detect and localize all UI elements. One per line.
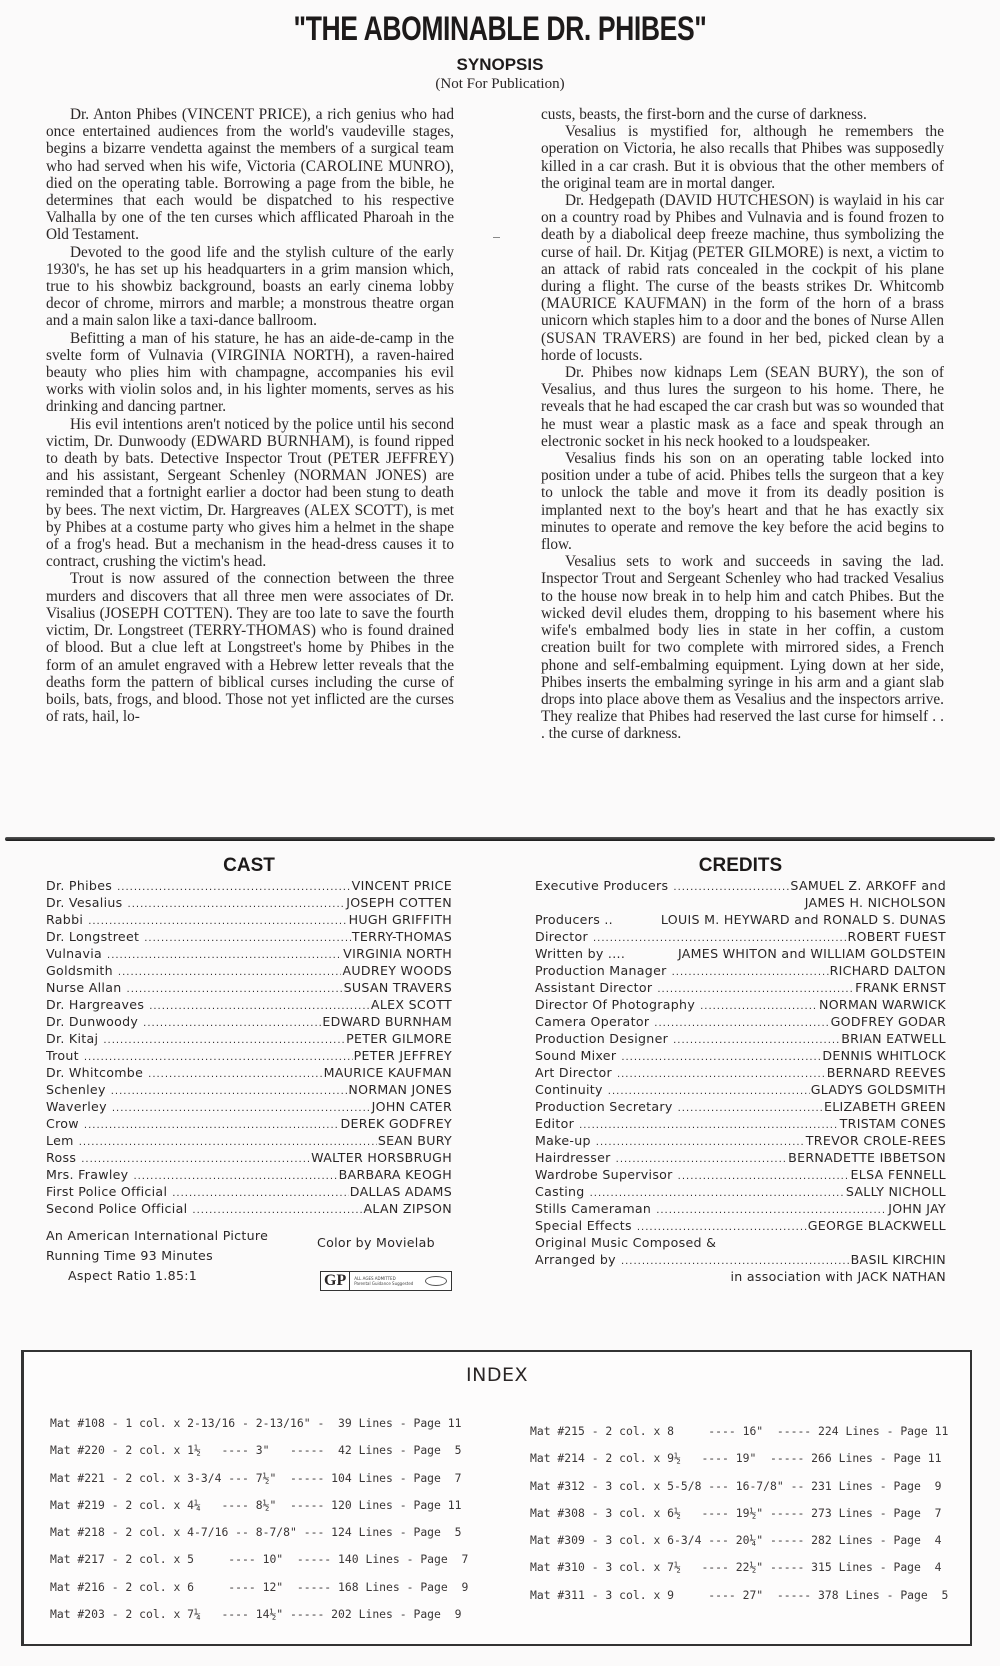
credit-role: Camera Operator	[535, 1014, 650, 1029]
cast-actor: BARBARA KEOGH	[338, 1167, 452, 1182]
synopsis-right-column	[541, 106, 944, 743]
cast-row	[46, 1115, 452, 1132]
cast-row	[46, 1081, 452, 1098]
credit-row	[535, 1217, 946, 1234]
cast-role: Second Police Official	[46, 1201, 188, 1216]
dot-leader	[672, 962, 829, 979]
dot-leader	[616, 1149, 788, 1166]
credit-row	[535, 894, 946, 911]
credit-name: GODFREY GODAR	[830, 1014, 946, 1029]
credit-row	[535, 1030, 946, 1047]
index-box	[21, 1350, 972, 1646]
cast-row	[46, 1098, 452, 1115]
synopsis-paragraph: His evil intentions aren't noticed by the police until his second victim, Dr. Dunwoody (EDWARD BURNHAM), is found ripped to death by bats. Detective Inspector Trout (PETER JEFFREY) and his assistant, Sergeant Schenley (NORMAN JONES) are reminded that a fortnight earlier a doctor had been stung to death by bees. The next victim, Dr. Hargreaves (ALEX SCOTT), is met by Phibes at a costume party who gives him a helmet in the shape of a frog's head. But a mechanism in the head-dress causes it to contract, crushing the victim's head.	[46, 415, 454, 571]
credit-name: GLADYS GOLDSMITH	[810, 1082, 946, 1097]
credit-name: ELSA FENNELL	[850, 1167, 946, 1182]
seal-icon	[425, 1276, 447, 1286]
index-entry: Mat #220 - 2 col. x 1½ ---- 3" ----- 42 Lines - Page 5	[50, 1443, 462, 1458]
credit-row	[535, 1183, 946, 1200]
credit-role: Producers ..	[535, 912, 613, 927]
color-process: Color by Movielab	[317, 1235, 435, 1250]
credit-row	[535, 996, 946, 1013]
credit-name: LOUIS M. HEYWARD and RONALD S. DUNAS	[660, 912, 946, 927]
cast-row	[46, 928, 452, 945]
dot-leader	[81, 1149, 310, 1166]
credit-name: ELIZABETH GREEN	[823, 1099, 946, 1114]
synopsis-paragraph: Befitting a man of his stature, he has an aide-de-camp in the svelte form of Vulnavia (VIRGINIA NORTH), a raven-haired beauty who plies him with champagne, accompanies his evil works with violin solos and, in his lighter moments, serves as his drinking and dancing partner.	[46, 329, 454, 416]
cast-role: Vulnavia	[46, 946, 103, 961]
credit-role: Hairdresser	[535, 1150, 611, 1165]
cast-role: Mrs. Frawley	[46, 1167, 129, 1182]
dot-leader	[143, 1013, 321, 1030]
index-entry: Mat #221 - 2 col. x 3-3/4 --- 7½" ----- 104 Lines - Page 7	[50, 1470, 462, 1485]
dot-leader	[103, 1030, 345, 1047]
cast-actor: ALAN ZIPSON	[363, 1201, 452, 1216]
cast-actor: JOSEPH COTTEN	[346, 895, 452, 910]
dot-leader	[596, 1132, 805, 1149]
credit-name: NORMAN WARWICK	[818, 997, 946, 1012]
credit-role: Director	[535, 929, 588, 944]
dot-leader	[112, 1098, 371, 1115]
credit-name: JAMES H. NICHOLSON	[804, 895, 946, 910]
credit-role: Executive Producers	[535, 878, 669, 893]
index-entry: Mat #203 - 2 col. x 7¼ ---- 14½" ----- 202 Lines - Page 9	[50, 1607, 462, 1622]
running-time: Running Time 93 Minutes	[46, 1248, 213, 1263]
cast-actor: PETER JEFFREY	[353, 1048, 452, 1063]
synopsis-paragraph: Vesalius is mystified for, although he remembers the operation on Victoria, he also recalls that Phibes was supposedly killed in a car crash. But it is obvious that the other members of the original team are in mortal danger.	[541, 123, 944, 192]
synopsis-paragraph: Vesalius finds his son on an operating table locked into position under a tube of acid. Phibes tells the surgeon that a key to unlock the table and move it from its deadly position is implanted next to the boy's heart and that he has exactly six minutes to operate and remove the key before the acid begins to flow.	[541, 450, 944, 554]
cast-row	[46, 1013, 452, 1030]
dot-leader	[657, 979, 854, 996]
credit-row	[535, 1098, 946, 1115]
dot-leader	[590, 1183, 845, 1200]
credit-name: SAMUEL Z. ARKOFF and	[790, 878, 946, 893]
dot-leader	[127, 979, 343, 996]
credit-row	[535, 1047, 946, 1064]
dot-leader	[656, 1200, 887, 1217]
dot-leader	[107, 945, 342, 962]
cast-actor: NORMAN JONES	[348, 1082, 452, 1097]
credit-name: TREVOR CROLE-REES	[805, 1133, 946, 1148]
index-entry: Mat #308 - 3 col. x 6½ ---- 19½" ----- 273 Lines - Page 7	[530, 1505, 942, 1520]
credit-row	[535, 1251, 946, 1268]
credit-role: Editor	[535, 1116, 575, 1131]
dot-leader	[678, 1098, 823, 1115]
rating-line: Parental Guidance Suggested	[354, 1281, 414, 1286]
dot-leader	[149, 996, 370, 1013]
cast-row	[46, 894, 452, 911]
cast-row	[46, 1132, 452, 1149]
credit-row	[535, 1149, 946, 1166]
cast-list	[46, 877, 452, 1217]
rating-badge	[320, 1271, 452, 1291]
synopsis-paragraph: Dr. Hedgepath (DAVID HUTCHESON) is waylaid in his car on a country road by Phibes and Vulnavia and is found frozen to death by a diabolical deep freeze machine, thus symbolizing the curse of hail. Dr. Kitjag (PETER GILMORE) is next, a victim to an attack of rabid rats concealed in the cockpit of his plane during a flight. The curse of the beasts strikes Dr. Whitcomb (MAURICE KAUFMAN) in the form of the horn of a brass unicorn which staples him to a door and the bones of Nurse Allen (SUSAN TRAVERS) are found in her bed, picked clean by a horde of locusts.	[541, 192, 944, 364]
dot-leader	[700, 996, 818, 1013]
index-entry: Mat #311 - 3 col. x 9 ---- 27" ----- 378 Lines - Page 5	[530, 1587, 949, 1602]
credit-name: FRANK ERNST	[855, 980, 946, 995]
dot-leader	[673, 1030, 840, 1047]
cast-role: Dr. Longstreet	[46, 929, 140, 944]
cast-row	[46, 911, 452, 928]
credit-row	[535, 911, 946, 928]
dot-leader	[637, 1217, 807, 1234]
cast-row	[46, 877, 452, 894]
document-title: "THE ABOMINABLE DR. PHIBES"	[293, 10, 707, 48]
synopsis-paragraph: Dr. Anton Phibes (VINCENT PRICE), a rich genius who had once entertained audiences from the world's vaudeville stages, begins a bizarre vendetta against the members of a surgical team who had served when his wife, Victoria (CAROLINE MUNRO), died on the operating table. Borrowing a page from the bible, he determines that each would be dispatched to his respective Valhalla by one of the ten curses which afflicated Pharoah in the Old Testament.	[46, 106, 454, 244]
cast-role: Dr. Hargreaves	[46, 997, 145, 1012]
dot-leader	[84, 1115, 340, 1132]
cast-role: Rabbi	[46, 912, 84, 927]
cast-actor: VIRGINIA NORTH	[343, 946, 452, 961]
credit-name: SALLY NICHOLL	[845, 1184, 946, 1199]
cast-role: Schenley	[46, 1082, 106, 1097]
cast-actor: DALLAS ADAMS	[349, 1184, 452, 1199]
dot-leader	[621, 1047, 821, 1064]
dot-leader	[128, 894, 346, 911]
credit-role: Production Designer	[535, 1031, 669, 1046]
credit-row	[535, 1200, 946, 1217]
cast-row	[46, 1047, 452, 1064]
index-entry: Mat #214 - 2 col. x 9½ ---- 19" ----- 266 Lines - Page 11	[530, 1451, 942, 1466]
cast-row	[46, 962, 452, 979]
dot-leader	[148, 1064, 322, 1081]
cast-actor: HUGH GRIFFITH	[348, 912, 452, 927]
cast-role: First Police Official	[46, 1184, 168, 1199]
dot-leader	[621, 1251, 850, 1268]
index-left-column	[50, 1416, 468, 1634]
cast-row	[46, 1183, 452, 1200]
cast-role: Dr. Kitaj	[46, 1031, 99, 1046]
cast-role: Crow	[46, 1116, 79, 1131]
dot-leader	[192, 1200, 362, 1217]
cast-actor: AUDREY WOODS	[342, 963, 452, 978]
credit-name: DENNIS WHITLOCK	[822, 1048, 946, 1063]
index-entry: Mat #312 - 3 col. x 5-5/8 --- 16-7/8" -- 231 Lines - Page 9	[530, 1478, 942, 1493]
cast-actor: JOHN CATER	[371, 1099, 452, 1114]
dot-leader	[88, 911, 347, 928]
credit-name: GEORGE BLACKWELL	[807, 1218, 946, 1233]
credit-role: Production Manager	[535, 963, 667, 978]
credit-name: ROBERT FUEST	[847, 929, 946, 944]
cast-actor: SEAN BURY	[377, 1133, 452, 1148]
index-entry: Mat #218 - 2 col. x 4-7/16 -- 8-7/8" --- 124 Lines - Page 5	[50, 1525, 462, 1540]
cast-actor: TERRY-THOMAS	[351, 929, 452, 944]
index-heading: INDEX	[466, 1364, 528, 1386]
rating-line: ALL AGES ADMITTED	[354, 1276, 396, 1281]
credit-role: Stills Cameraman	[535, 1201, 652, 1216]
dot-leader	[579, 1115, 839, 1132]
section-subtitle: SYNOPSIS	[456, 55, 544, 74]
credit-name: JAMES WHITON and WILLIAM GOLDSTEIN	[677, 946, 946, 961]
credit-role: Casting	[535, 1184, 585, 1199]
credit-row	[535, 877, 946, 894]
rating-mark: GP	[321, 1272, 350, 1290]
credit-row	[535, 1115, 946, 1132]
credit-role: Special Effects	[535, 1218, 632, 1233]
credit-row	[535, 945, 946, 962]
dot-leader	[678, 1166, 850, 1183]
credit-row	[535, 1166, 946, 1183]
index-entry: Mat #217 - 2 col. x 5 ---- 10" ----- 140 Lines - Page 7	[50, 1552, 469, 1567]
dot-leader	[117, 877, 351, 894]
dot-leader	[118, 962, 342, 979]
dot-leader	[654, 1013, 829, 1030]
credit-row	[535, 1013, 946, 1030]
dot-leader	[608, 1081, 810, 1098]
cast-role: Trout	[46, 1048, 79, 1063]
cast-actor: PETER GILMORE	[346, 1031, 452, 1046]
rating-description	[350, 1276, 425, 1286]
credit-row	[535, 1081, 946, 1098]
credit-row	[535, 928, 946, 945]
synopsis-continuation: custs, beasts, the first-born and the curse of darkness.	[541, 106, 867, 123]
credit-role: Written by ....	[535, 946, 626, 961]
synopsis-paragraph: Devoted to the good life and the stylish culture of the early 1930's, he has set up his headquarters in a grim mansion which, true to his showbiz background, boasts an early cinema lobby decor of chrome, mirrors and marble; a monstrous theatre organ and a main salon like a taxi-dance ballroom.	[46, 243, 454, 330]
cast-row	[46, 1200, 452, 1217]
publication-note: (Not For Publication)	[435, 76, 565, 92]
index-right-column	[530, 1424, 948, 1615]
cast-role: Dr. Dunwoody	[46, 1014, 139, 1029]
credit-row	[535, 1234, 946, 1251]
column-mark	[493, 237, 500, 238]
credit-name: BERNARD REEVES	[826, 1065, 946, 1080]
synopsis-left-column	[46, 106, 454, 725]
credit-role: Wardrobe Supervisor	[535, 1167, 673, 1182]
cast-actor: DEREK GODFREY	[340, 1116, 452, 1131]
cast-row	[46, 1149, 452, 1166]
section-divider	[5, 837, 995, 841]
cast-role: Dr. Vesalius	[46, 895, 123, 910]
credit-row	[535, 962, 946, 979]
cast-row	[46, 945, 452, 962]
credit-row	[535, 979, 946, 996]
index-entry: Mat #309 - 3 col. x 6-3/4 --- 20¼" ----- 282 Lines - Page 4	[530, 1533, 942, 1548]
dot-leader	[79, 1132, 377, 1149]
cast-row	[46, 1166, 452, 1183]
credit-role: Original Music Composed &	[535, 1235, 717, 1250]
credit-role: Assistant Director	[535, 980, 653, 995]
cast-row	[46, 1064, 452, 1081]
credit-role: Continuity	[535, 1082, 603, 1097]
cast-actor: ALEX SCOTT	[370, 997, 452, 1012]
credit-name: BERNADETTE IBBETSON	[788, 1150, 946, 1165]
cast-role: Ross	[46, 1150, 77, 1165]
synopsis-paragraph: Dr. Phibes now kidnaps Lem (SEAN BURY), the son of Vesalius, and thus lures the surgeon to his home. There, he reveals that he had escaped the car crash but was so wounded that he must wear a plastic mask as a face and speak through an electronic socket in his neck hooked to a loudspeaker.	[541, 364, 944, 450]
dot-leader	[617, 1064, 826, 1081]
cast-actor: WALTER HORSBRUGH	[311, 1150, 452, 1165]
cast-role: Waverley	[46, 1099, 107, 1114]
index-entry: Mat #108 - 1 col. x 2-13/16 - 2-13/16" - 39 Lines - Page 11	[50, 1416, 462, 1430]
credit-name: BRIAN EATWELL	[841, 1031, 946, 1046]
credit-row	[535, 1132, 946, 1149]
dot-leader	[673, 877, 789, 894]
index-entry: Mat #215 - 2 col. x 8 ---- 16" ----- 224 Lines - Page 11	[530, 1424, 949, 1438]
credits-list	[535, 877, 946, 1285]
cast-actor: EDWARD BURNHAM	[322, 1014, 452, 1029]
cast-role: Dr. Phibes	[46, 878, 113, 893]
credit-name: TRISTAM CONES	[839, 1116, 946, 1131]
cast-role: Lem	[46, 1133, 74, 1148]
dot-leader	[133, 1166, 337, 1183]
cast-actor: VINCENT PRICE	[351, 878, 452, 893]
cast-actor: SUSAN TRAVERS	[343, 980, 452, 995]
dot-leader	[84, 1047, 353, 1064]
index-entry: Mat #219 - 2 col. x 4¼ ---- 8½" ----- 120 Lines - Page 11	[50, 1497, 462, 1512]
credit-name: in association with JACK NATHAN	[730, 1269, 946, 1284]
credits-heading: CREDITS	[698, 855, 783, 876]
dot-leader	[144, 928, 351, 945]
credit-role: Art Director	[535, 1065, 612, 1080]
cast-row	[46, 996, 452, 1013]
credit-row	[535, 1064, 946, 1081]
cast-heading: CAST	[223, 855, 275, 876]
dot-leader	[172, 1183, 349, 1200]
cast-role: Dr. Whitcombe	[46, 1065, 144, 1080]
credit-role: Arranged by	[535, 1252, 616, 1267]
credit-row	[535, 1268, 946, 1285]
cast-row	[46, 1030, 452, 1047]
credit-role: Production Secretary	[535, 1099, 673, 1114]
dot-leader	[593, 928, 847, 945]
credit-role: Sound Mixer	[535, 1048, 617, 1063]
cast-row	[46, 979, 452, 996]
index-entry: Mat #310 - 3 col. x 7½ ---- 22½" ----- 315 Lines - Page 4	[530, 1560, 942, 1575]
index-entry: Mat #216 - 2 col. x 6 ---- 12" ----- 168 Lines - Page 9	[50, 1579, 469, 1594]
dot-leader	[111, 1081, 348, 1098]
synopsis-paragraph: Trout is now assured of the connection between the three murders and discovers that all three men were associates of Dr. Visalius (JOSEPH COTTEN). They are too late to save the fourth victim, Dr. Longstreet (TERRY-THOMAS) who is found drained of blood. But a clue left at Longstreet's home by Phibes in the form of an amulet engraved with a Hebrew letter reveals that the deaths form the pattern of biblical curses including the curse of boils, bats, frogs, and blood. Those not yet inflicted are the curses of rats, hail, lo-	[46, 570, 454, 726]
cast-actor: MAURICE KAUFMAN	[323, 1065, 452, 1080]
credit-role: Director Of Photography	[535, 997, 696, 1012]
studio-line: An American International Picture	[46, 1228, 269, 1243]
cast-role: Nurse Allan	[46, 980, 122, 995]
cast-role: Goldsmith	[46, 963, 113, 978]
credit-name: BASIL KIRCHIN	[850, 1252, 946, 1267]
synopsis-paragraph: Vesalius sets to work and succeeds in saving the lad. Inspector Trout and Sergeant Schenley who had tracked Vesalius to the house now break in to help him and catch Phibes. But the wicked devil eludes them, dropping to his basement where his wife's embalmed body lies in state in her coffin, a custom creation built for two complete with mirrored sides, a French phone and self-embalming equipment. Lying down at her side, Phibes inserts the embalming syringe in his arm and a giant slab drops into place above them as Vesalius and the inspectors arrive. They realize that Phibes had reserved the last curse for himself . . . the curse of darkness.	[541, 553, 944, 743]
aspect-ratio: Aspect Ratio 1.85:1	[68, 1268, 198, 1283]
credit-role: Make-up	[535, 1133, 591, 1148]
credit-name: JOHN JAY	[888, 1201, 946, 1216]
credit-name: RICHARD DALTON	[829, 963, 946, 978]
